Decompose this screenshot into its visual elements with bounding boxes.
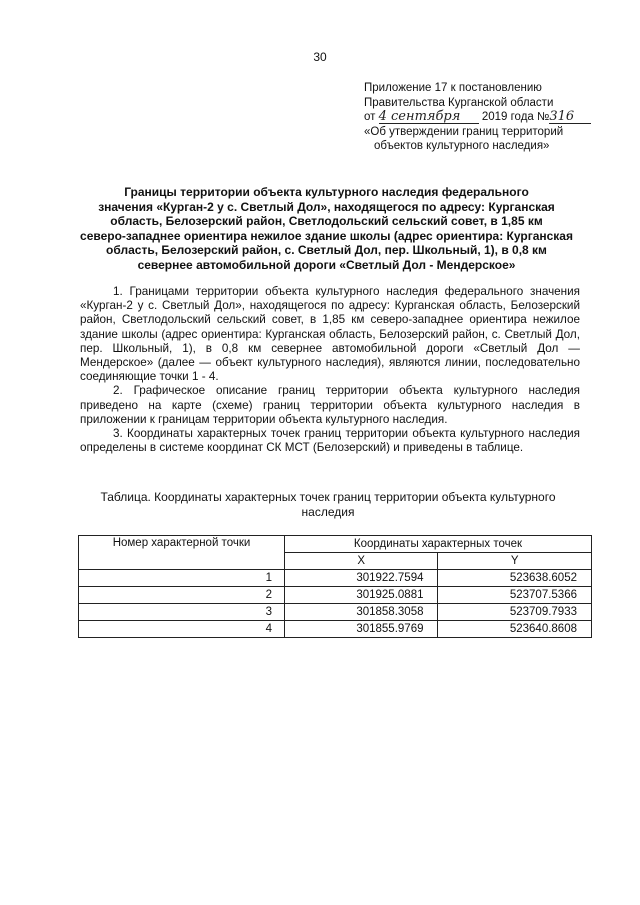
table-caption: Таблица. Координаты характерных точек границ территории объекта культурного наследия: [100, 490, 556, 519]
title-line: область, Белозерский район, с. Светлый Дол, пер. Школьный, 1), в 0,8 км: [106, 243, 547, 257]
coord-x: 301858.3058: [285, 604, 438, 621]
title-line: значения «Курган-2 у с. Светлый Дол», находящегося по адресу: Курганская: [98, 199, 555, 214]
appendix-block: [364, 81, 614, 154]
page-number: 30: [313, 50, 327, 64]
coord-x: 301925.0881: [285, 587, 438, 604]
table-row: [79, 604, 592, 621]
appendix-date-line: [364, 110, 614, 125]
coord-x: 301922.7594: [285, 570, 438, 587]
table-row: [79, 570, 592, 587]
title-line: Границы территории объекта культурного наследия федерального: [124, 185, 529, 199]
header-y: Y: [438, 553, 592, 570]
coord-y: 523707.5366: [438, 587, 592, 604]
paragraph-1: 1. Границами территории объекта культурного наследия федерального значения «Курган-2 у с. Светлый Дол», находящегося по адресу: Курганская область, Белозерский район, Светлодольский сельский совет, в 1,85 км северо-западнее ориентира нежилое здание школы (адрес ориентира: Курганская область, Белозерский район, с. Светлый Дол, пер. Школьный, 1), в 0,8 км севернее автомобильной дороги «Светлый Дол — Мендерское» (далее — объект культурного наследия), являются линии, последовательно соединяющие точки 1 - 4.: [80, 285, 580, 384]
appendix-line-5: объектов культурного наследия»: [374, 140, 550, 152]
document-title: [74, 185, 579, 272]
point-number: 3: [79, 604, 285, 621]
body-text: [80, 285, 580, 455]
title-line: область, Белозерский район, Светлодольский сельский совет, в 1,85 км: [110, 214, 543, 228]
appendix-line-1: Приложение 17 к постановлению: [364, 82, 542, 94]
table-row: [79, 587, 592, 604]
year-text: 2019 года №: [481, 111, 550, 123]
coord-x: 301855.9769: [285, 621, 438, 638]
coord-y: 523709.7933: [438, 604, 592, 621]
title-line: северо-западнее ориентира нежилое здание школы (адрес ориентира: Курганская: [80, 228, 573, 243]
header-x: X: [285, 553, 438, 570]
handwritten-date: 4 сентября: [379, 111, 479, 124]
coord-y: 523640.8608: [438, 621, 592, 638]
paragraph-3: 3. Координаты характерных точек границ территории объекта культурного наследия определены в системе координат СК МСТ (Белозерский) и приведены в таблице.: [80, 427, 580, 455]
paragraph-2: 2. Графическое описание границ территории объекта культурного наследия приведено на карте (схеме) границ территории объекта культурного наследия в приложении к границам территории объекта культурного наследия.: [80, 384, 580, 426]
appendix-line-4: «Об утверждении границ территорий: [364, 125, 564, 138]
coordinates-table: [78, 535, 592, 638]
title-line: севернее автомобильной дороги «Светлый Дол - Мендерское»: [137, 257, 516, 272]
appendix-line-2: Правительства Курганской области: [364, 96, 554, 109]
handwritten-number: 316: [549, 111, 591, 124]
coord-y: 523638.6052: [438, 570, 592, 587]
header-coordinates: Координаты характерных точек: [285, 536, 592, 553]
table-row: [79, 621, 592, 638]
point-number: 2: [79, 587, 285, 604]
point-number: 1: [79, 570, 285, 587]
date-prefix: от: [364, 111, 376, 123]
point-number: 4: [79, 621, 285, 638]
header-point-number: Номер характерной точки: [79, 536, 285, 570]
